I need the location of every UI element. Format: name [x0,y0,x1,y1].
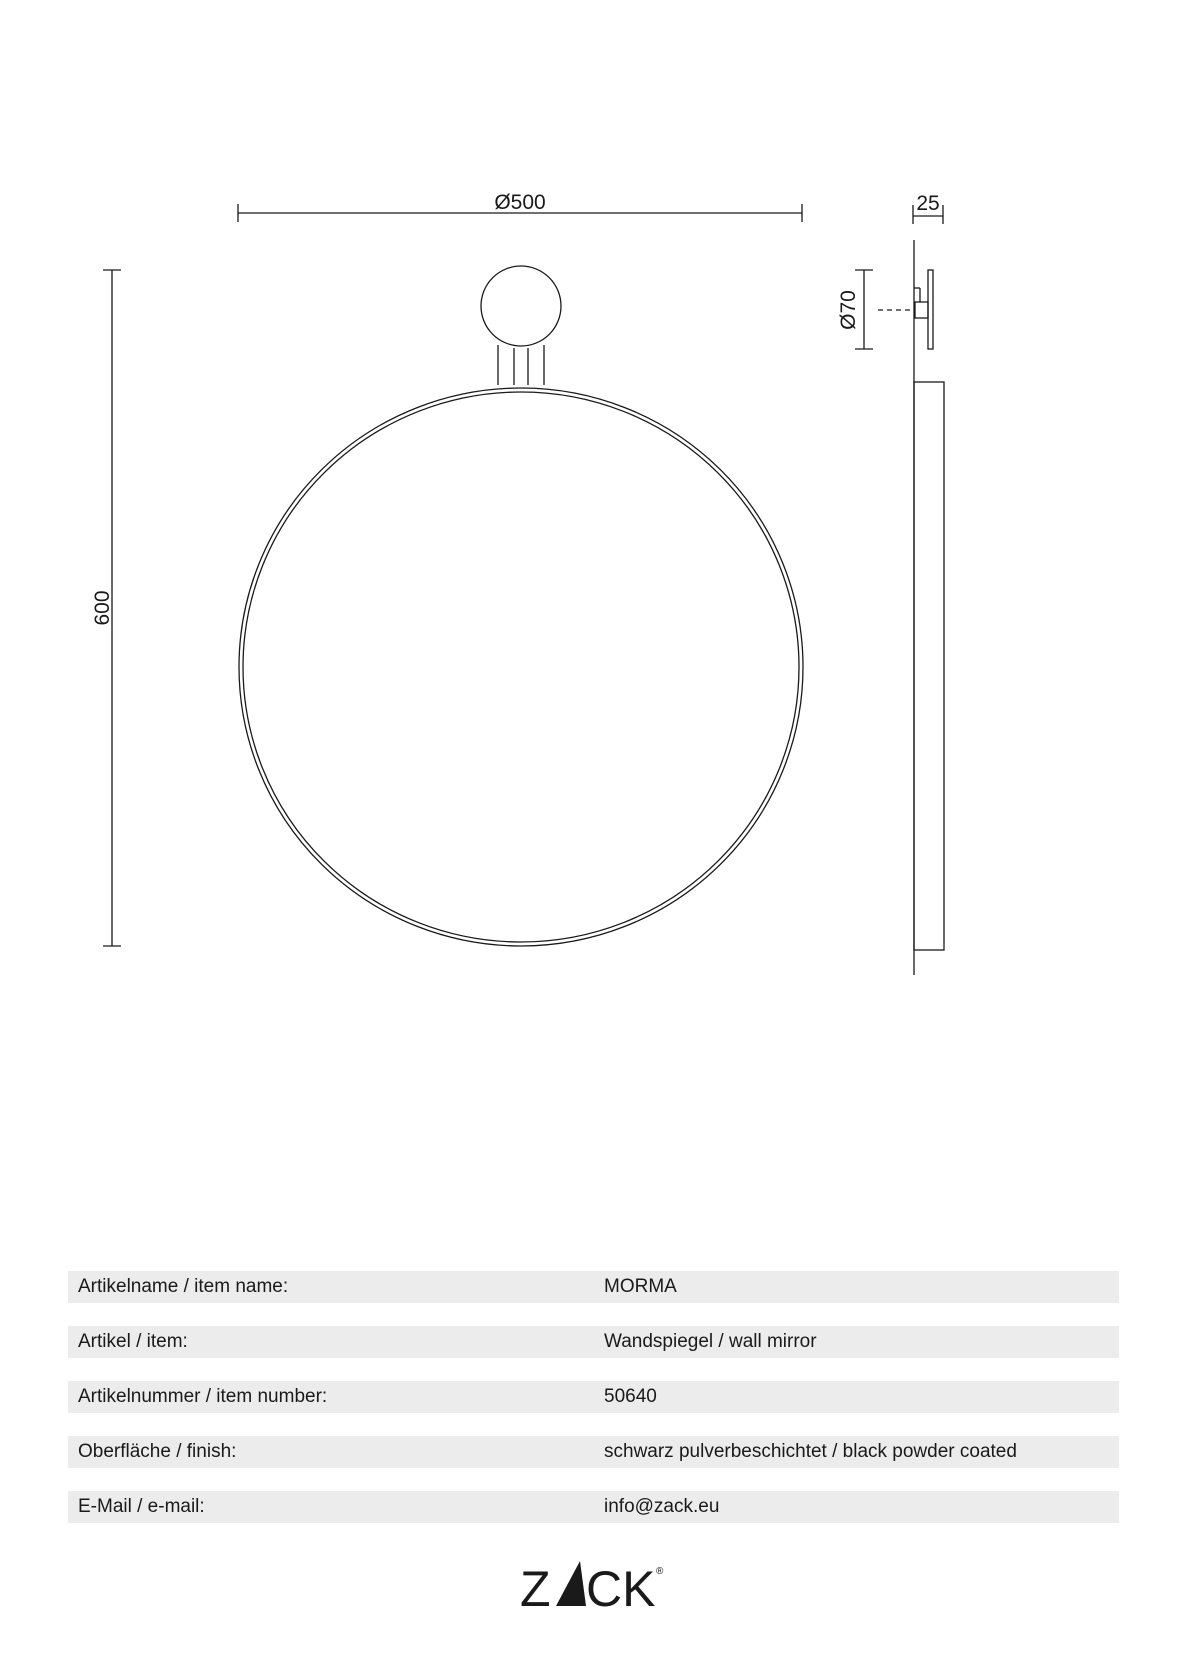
spec-row-item-name [68,1271,1119,1303]
spec-value: Wandspiegel / wall mirror [604,1331,817,1352]
spec-row-finish [68,1436,1119,1468]
spec-label: Artikelname / item name: [78,1276,289,1297]
spec-row-item [68,1326,1119,1358]
mirror-knob [481,266,561,346]
spec-table [68,1271,1119,1546]
logo-text-left: Z [520,1561,551,1614]
spec-label: Oberfläche / finish: [78,1441,237,1462]
mirror-frame-outer [239,388,803,946]
zack-logo [520,1558,670,1614]
spec-value: 50640 [604,1386,657,1407]
side-knob [914,270,933,349]
diameter-label: Ø500 [494,191,546,214]
spec-value: schwarz pulverbeschichtet / black powder coated [604,1441,1017,1462]
spec-label: Artikelnummer / item number: [78,1386,328,1407]
spec-row-item-number [68,1381,1119,1413]
knob-diameter-label: Ø70 [837,290,860,330]
mirror-frame-inner [243,392,799,942]
spec-value: MORMA [604,1276,677,1297]
height-label: 600 [91,590,114,626]
depth-label: 25 [916,192,940,215]
spec-label: E-Mail / e-mail: [78,1496,205,1517]
spec-value: info@zack.eu [604,1496,720,1517]
spec-label: Artikel / item: [78,1331,188,1352]
hanging-strap [498,345,544,385]
logo-text-right: CK [586,1561,656,1614]
side-mirror-body [914,382,944,950]
logo-registered-mark: ® [656,1566,664,1577]
logo-triangle-icon [556,1561,586,1606]
spec-row-email [68,1491,1119,1523]
